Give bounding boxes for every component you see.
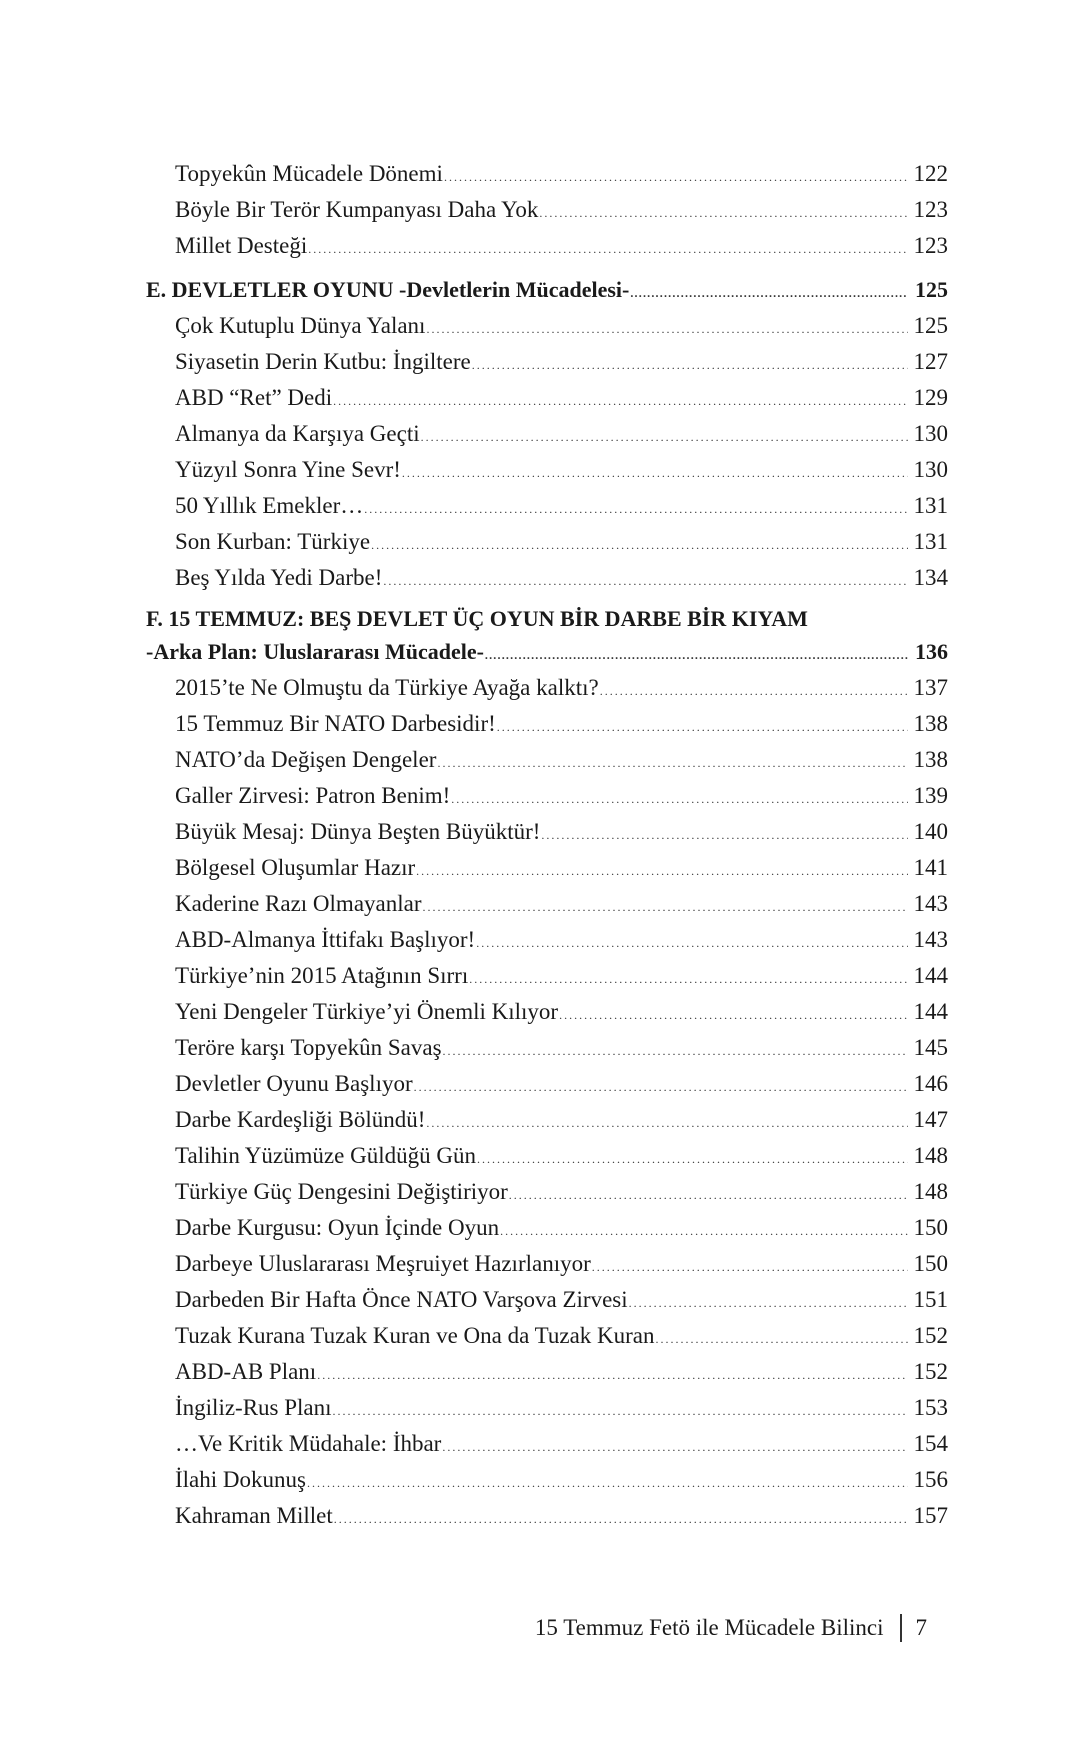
page-footer bbox=[535, 1614, 927, 1642]
toc-entry bbox=[146, 1210, 948, 1246]
toc-entry-page: 139 bbox=[913, 783, 948, 808]
dot-leader bbox=[426, 1105, 908, 1141]
toc-entry bbox=[146, 380, 948, 416]
page-number: 7 bbox=[915, 1615, 927, 1640]
toc-entry-page: 138 bbox=[913, 747, 948, 772]
dot-leader bbox=[371, 527, 908, 563]
toc-entry-page: 130 bbox=[913, 457, 948, 482]
toc-entry-title: Darbeden Bir Hafta Önce NATO Varşova Zirvesi bbox=[175, 1287, 628, 1312]
dot-leader bbox=[600, 673, 908, 709]
toc-entry bbox=[146, 850, 948, 886]
toc-entry bbox=[146, 1426, 948, 1462]
dot-leader bbox=[541, 817, 908, 853]
dot-leader bbox=[308, 231, 908, 267]
toc-entry-title: 15 Temmuz Bir NATO Darbesidir! bbox=[175, 711, 496, 736]
dot-leader bbox=[402, 455, 908, 491]
toc-entry bbox=[146, 1282, 948, 1318]
section-e-entries bbox=[146, 308, 948, 596]
toc-entry bbox=[146, 488, 948, 524]
toc-entry bbox=[146, 1246, 948, 1282]
toc-entry-title: Almanya da Karşıya Geçti bbox=[175, 421, 420, 446]
toc-entry-page: 131 bbox=[913, 529, 948, 554]
dot-leader bbox=[443, 1033, 908, 1069]
dot-leader bbox=[485, 637, 908, 673]
section-d-entries bbox=[146, 156, 948, 264]
toc-entry-page: 129 bbox=[913, 385, 948, 410]
toc-entry bbox=[146, 1030, 948, 1066]
toc-entry-page: 151 bbox=[913, 1287, 948, 1312]
toc-entry-title: …Ve Kritik Müdahale: İhbar bbox=[175, 1431, 442, 1456]
dot-leader bbox=[416, 853, 908, 889]
toc-entry-page: 141 bbox=[913, 855, 948, 880]
toc-entry-title: Darbe Kurgusu: Oyun İçinde Oyun bbox=[175, 1215, 500, 1240]
toc-entry bbox=[146, 1138, 948, 1174]
toc-entry bbox=[146, 1498, 948, 1534]
toc-entry-title: Türkiye’nin 2015 Atağının Sırrı bbox=[175, 963, 469, 988]
section-heading-subtitle: -Arka Plan: Uluslararası Mücadele- bbox=[146, 639, 484, 664]
toc-entry bbox=[146, 452, 948, 488]
toc-entry-page: 144 bbox=[913, 999, 948, 1024]
toc-entry-page: 152 bbox=[913, 1323, 948, 1348]
dot-leader bbox=[472, 347, 908, 383]
toc-entry-title: 50 Yıllık Emekler… bbox=[175, 493, 364, 518]
toc-entry bbox=[146, 1066, 948, 1102]
toc-entry bbox=[146, 192, 948, 228]
toc-entry-page: 148 bbox=[913, 1179, 948, 1204]
toc-entry-title: Teröre karşı Topyekûn Savaş bbox=[175, 1035, 442, 1060]
section-f-heading-line1: F. 15 TEMMUZ: BEŞ DEVLET ÜÇ OYUN BİR DARBE BİR KIYAM bbox=[146, 606, 808, 631]
toc-entry-title: İlahi Dokunuş bbox=[175, 1467, 306, 1492]
toc-entry bbox=[146, 1462, 948, 1498]
toc-entry-title: Devletler Oyunu Başlıyor bbox=[175, 1071, 413, 1096]
dot-leader bbox=[317, 1357, 908, 1393]
toc-entry bbox=[146, 1174, 948, 1210]
dot-leader bbox=[539, 195, 908, 231]
toc-entry-page: 143 bbox=[913, 891, 948, 916]
dot-leader bbox=[364, 491, 908, 527]
toc-entry-title: Darbeye Uluslararası Meşruiyet Hazırlanıyor bbox=[175, 1251, 591, 1276]
section-heading-title: E. DEVLETLER OYUNU -Devletlerin Mücadelesi- bbox=[146, 277, 630, 302]
toc-entry-page: 144 bbox=[913, 963, 948, 988]
dot-leader bbox=[630, 275, 908, 311]
dot-leader bbox=[497, 709, 908, 745]
dot-leader bbox=[500, 1213, 908, 1249]
toc-entry-page: 137 bbox=[913, 675, 948, 700]
toc-entry bbox=[146, 1102, 948, 1138]
toc-entry bbox=[146, 560, 948, 596]
section-f-entries bbox=[146, 670, 948, 1534]
dot-leader bbox=[509, 1177, 908, 1213]
dot-leader bbox=[442, 1429, 908, 1465]
toc-entry bbox=[146, 1390, 948, 1426]
dot-leader bbox=[333, 383, 908, 419]
toc-entry-title: Tuzak Kurana Tuzak Kuran ve Ona da Tuzak Kuran bbox=[175, 1323, 655, 1348]
toc-entry bbox=[146, 670, 948, 706]
toc-entry-page: 127 bbox=[913, 349, 948, 374]
toc-entry-page: 153 bbox=[913, 1395, 948, 1420]
toc-entry-page: 130 bbox=[913, 421, 948, 446]
dot-leader bbox=[421, 419, 908, 455]
dot-leader bbox=[414, 1069, 908, 1105]
dot-leader bbox=[307, 1465, 908, 1501]
toc-entry bbox=[146, 778, 948, 814]
toc-entry-page: 122 bbox=[913, 161, 948, 186]
toc-entry-title: ABD-Almanya İttifakı Başlıyor! bbox=[175, 927, 476, 952]
toc-entry bbox=[146, 156, 948, 192]
toc-entry-page: 152 bbox=[913, 1359, 948, 1384]
dot-leader bbox=[559, 997, 908, 1033]
toc-entry bbox=[146, 524, 948, 560]
toc-entry-title: NATO’da Değişen Dengeler bbox=[175, 747, 437, 772]
section-e-heading bbox=[146, 272, 948, 308]
dot-leader bbox=[477, 1141, 908, 1177]
table-of-contents bbox=[146, 156, 948, 1534]
toc-entry bbox=[146, 742, 948, 778]
dot-leader bbox=[592, 1249, 908, 1285]
toc-entry-page: 147 bbox=[913, 1107, 948, 1132]
toc-entry bbox=[146, 994, 948, 1030]
toc-entry-title: Topyekûn Mücadele Dönemi bbox=[175, 161, 443, 186]
toc-entry-title: Bölgesel Oluşumlar Hazır bbox=[175, 855, 416, 880]
toc-entry bbox=[146, 416, 948, 452]
toc-entry-title: ABD “Ret” Dedi bbox=[175, 385, 333, 410]
toc-entry-title: Millet Desteği bbox=[175, 233, 308, 258]
dot-leader bbox=[629, 1285, 908, 1321]
toc-entry-page: 148 bbox=[913, 1143, 948, 1168]
dot-leader bbox=[437, 745, 908, 781]
toc-entry-title: Son Kurban: Türkiye bbox=[175, 529, 371, 554]
toc-entry-title: Darbe Kardeşliği Bölündü! bbox=[175, 1107, 426, 1132]
toc-entry-title: Türkiye Güç Dengesini Değiştiriyor bbox=[175, 1179, 508, 1204]
toc-entry bbox=[146, 922, 948, 958]
dot-leader bbox=[423, 889, 909, 925]
toc-entry-page: 134 bbox=[913, 565, 948, 590]
toc-entry-page: 157 bbox=[913, 1503, 948, 1528]
toc-entry-page: 156 bbox=[913, 1467, 948, 1492]
dot-leader bbox=[334, 1501, 908, 1537]
toc-entry bbox=[146, 228, 948, 264]
toc-entry-page: 150 bbox=[913, 1251, 948, 1276]
toc-entry-page: 123 bbox=[913, 233, 948, 258]
toc-entry bbox=[146, 814, 948, 850]
footer-separator bbox=[900, 1614, 902, 1642]
toc-entry-title: Yüzyıl Sonra Yine Sevr! bbox=[175, 457, 401, 482]
toc-entry-title: Çok Kutuplu Dünya Yalanı bbox=[175, 313, 426, 338]
toc-entry-title: ABD-AB Planı bbox=[175, 1359, 317, 1384]
toc-entry-title: 2015’te Ne Olmuştu da Türkiye Ayağa kalktı? bbox=[175, 675, 599, 700]
toc-entry bbox=[146, 344, 948, 380]
toc-entry-title: Böyle Bir Terör Kumpanyası Daha Yok bbox=[175, 197, 539, 222]
toc-entry-title: Kahraman Millet bbox=[175, 1503, 333, 1528]
dot-leader bbox=[451, 781, 908, 817]
toc-entry-page: 140 bbox=[913, 819, 948, 844]
toc-entry bbox=[146, 1354, 948, 1390]
toc-entry-title: Talihin Yüzümüze Güldüğü Gün bbox=[175, 1143, 476, 1168]
toc-entry-page: 145 bbox=[913, 1035, 948, 1060]
dot-leader bbox=[656, 1321, 908, 1357]
toc-entry-title: İngiliz-Rus Planı bbox=[175, 1395, 332, 1420]
toc-entry bbox=[146, 1318, 948, 1354]
toc-entry-page: 125 bbox=[913, 313, 948, 338]
section-heading-page: 125 bbox=[915, 277, 948, 302]
toc-entry bbox=[146, 886, 948, 922]
section-f-heading-line2 bbox=[146, 634, 948, 670]
toc-entry-page: 154 bbox=[913, 1431, 948, 1456]
toc-entry-page: 123 bbox=[913, 197, 948, 222]
toc-entry-title: Siyasetin Derin Kutbu: İngiltere bbox=[175, 349, 471, 374]
dot-leader bbox=[444, 159, 908, 195]
toc-entry-title: Beş Yılda Yedi Darbe! bbox=[175, 565, 383, 590]
toc-entry-page: 146 bbox=[913, 1071, 948, 1096]
section-heading-page: 136 bbox=[915, 639, 948, 664]
toc-entry-title: Galler Zirvesi: Patron Benim! bbox=[175, 783, 451, 808]
toc-entry bbox=[146, 706, 948, 742]
toc-entry-page: 150 bbox=[913, 1215, 948, 1240]
toc-entry-title: Büyük Mesaj: Dünya Beşten Büyüktür! bbox=[175, 819, 541, 844]
toc-entry-page: 143 bbox=[913, 927, 948, 952]
toc-entry-title: Kaderine Razı Olmayanlar bbox=[175, 891, 422, 916]
toc-entry bbox=[146, 958, 948, 994]
toc-entry-page: 138 bbox=[913, 711, 948, 736]
dot-leader bbox=[476, 925, 908, 961]
toc-entry bbox=[146, 308, 948, 344]
toc-entry-page: 131 bbox=[913, 493, 948, 518]
dot-leader bbox=[333, 1393, 908, 1429]
dot-leader bbox=[426, 311, 908, 347]
toc-entry-title: Yeni Dengeler Türkiye’yi Önemli Kılıyor bbox=[175, 999, 559, 1024]
dot-leader bbox=[383, 563, 908, 599]
dot-leader bbox=[469, 961, 908, 997]
running-book-title: 15 Temmuz Fetö ile Mücadele Bilinci bbox=[534, 1615, 884, 1640]
